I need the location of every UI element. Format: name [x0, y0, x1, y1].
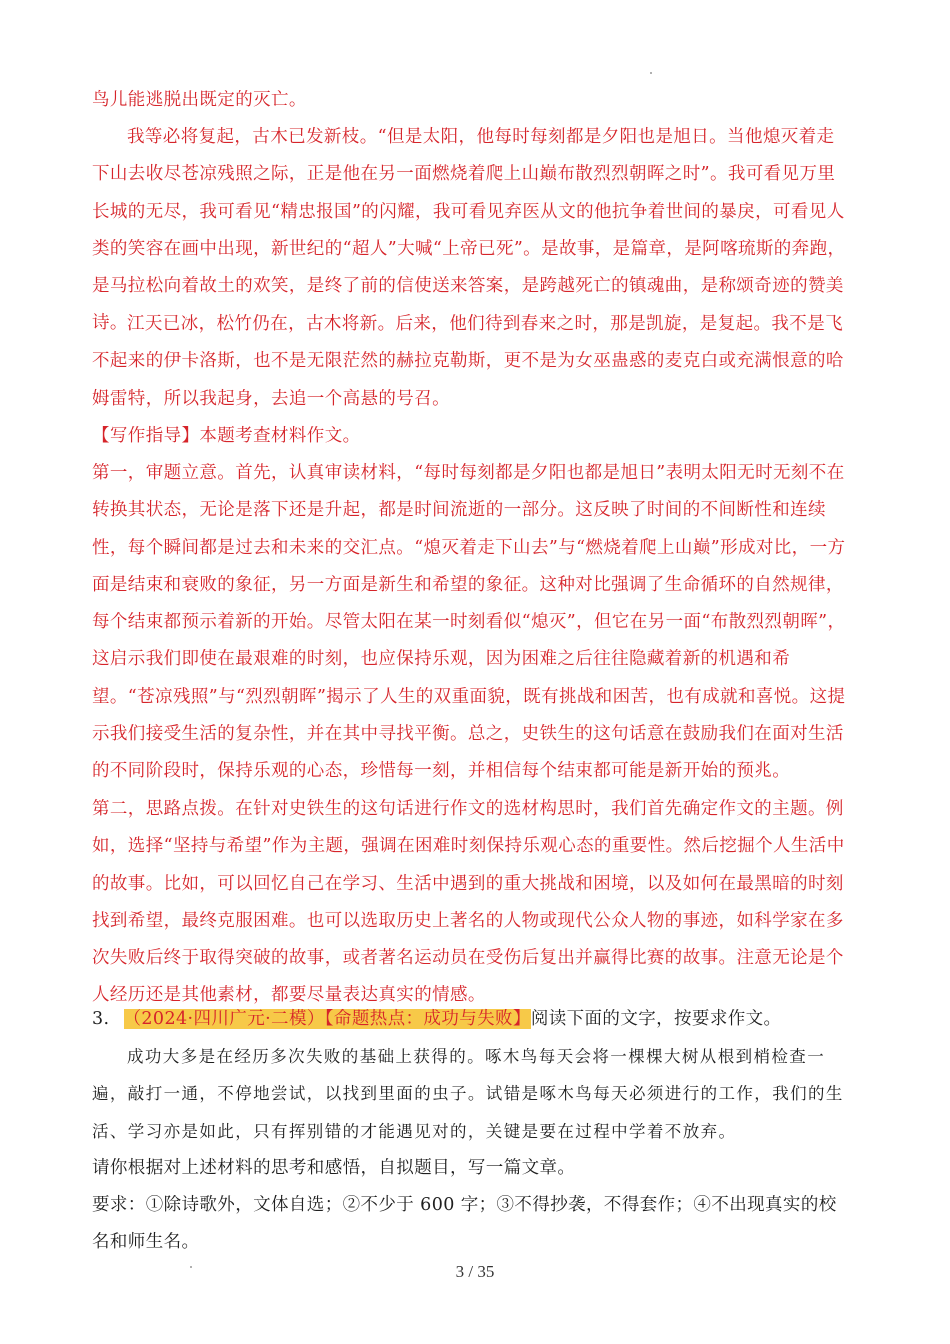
page-number: 3 / 35 — [455, 1262, 495, 1281]
essay-paragraph-end: 鸟儿能逃脱出既定的灭亡。 — [92, 90, 307, 110]
writing-guide-part-1: 第一，审题立意。首先，认真审读材料，“每时每刻都是夕阳也都是旭日”表明太阳无时无刻不在转换其状态，无论是落下还是升起，都是时间流逝的一部分。这反映了时间的不间断性和连续性，每个瞬间都是过去和未来的交汇点。“熄灭着走下山去”与“燃烧着爬上山巅”形成对比，一方面是结束和衰败的象征，另一方面是新生和希望的象征。这种对比强调了生命循环的自然规律，每个结束都预示着新的开始。尽管太阳在某一时刻看似“熄灭”，但它在另一面“布散烈烈朝晖”，这启示我们即使在最艰难的时刻，也应保持乐观，因为困难之后往往隐藏着新的机遇和希望。“苍凉残照”与“烈烈朝晖”揭示了人生的双重面貌，既有挑战和困苦，也有成就和喜悦。这提示我们接受生活的复杂性，并在其中寻找平衡。总之，史铁生的这句话意在鼓励我们在面对生活的不同阶段时，保持乐观的心态，珍惜每一刻，并相信每个结束都可能是新开始的预兆。 — [92, 463, 846, 782]
scan-dot — [650, 72, 652, 74]
question-topic-highlight: 【命题热点：成功与失败】 — [324, 1009, 531, 1029]
question-3-header — [92, 1001, 852, 1038]
essay-paragraph-1: 我等必将复起，古木已发新枝。“但是太阳，他每时每刻都是夕阳也是旭日。当他熄灭着走下山去收尽苍凉残照之际，正是他在另一面燃烧着爬上山巅布散烈烈朝晖之时”。我可看见万里长城的无尽，我可看见“精忠报国”的闪耀，我可看见弃医从文的他抗争着世间的暴戾，可看见人类的笑容在画中出现，新世纪的“超人”大喊“上帝已死”。是故事，是篇章，是阿喀琉斯的奔跑，是马拉松向着故土的欢笑，是终了前的信使送来答案，是跨越死亡的镇魂曲，是称颂奇迹的赞美诗。 — [92, 127, 846, 334]
question-instruction: 阅读下面的文字，按要求作文。 — [530, 1009, 782, 1029]
question-number: 3. — [92, 1009, 110, 1029]
essay-paragraph-2: 江天已冰，松竹仍在，古木将新。后来，他们待到春来之时，那是凯旋，是复起。我不是飞不起来的伊卡洛斯，也不是无限茫然的赫拉克勒斯，更不是为女巫蛊惑的麦克白或充满恨意的哈姆雷特，所以我起身，去追一个高悬的号召。 — [92, 314, 844, 409]
writing-guide-title: 【写作指导】本题考查材料作文。 — [92, 426, 361, 446]
question-requirements: 要求：①除诗歌外，文体自选；②不少于 600 字；③不得抄袭，不得套作；④不出现真实的校名和师生名。 — [92, 1195, 837, 1253]
question-prompt: 请你根据对上述材料的思考和感悟，自拟题目，写一篇文章。 — [92, 1158, 576, 1178]
question-material: 成功大多是在经历多次失败的基础上获得的。啄木鸟每天会将一棵棵大树从根到梢检查一遍，敲打一通，不停地尝试，以找到里面的虫子。试错是啄木鸟每天必须进行的工作，我们的生活、学习亦是如此，只有挥别错的才能遇见对的，关键是要在过程中学着不放弃。 — [92, 1047, 844, 1141]
question-source-highlight: （2024·四川广元·二模） — [123, 1009, 325, 1029]
writing-guide-part-2: 第二，思路点拨。在针对史铁生的这句话进行作文的选材构思时，我们首先确定作文的主题。例如，选择“坚持与希望”作为主题，强调在困难时刻保持乐观心态的重要性。然后挖掘个人生活中的故事。比如，可以回忆自己在学习、生活中遇到的重大挑战和困境，以及如何在最黑暗的时刻找到希望，最终克服困难。也可以选取历史上著名的人物或现代公众人物的事迹，如科学家在多次失败后终于取得突破的故事，或者著名运动员在受伤后复出并赢得比赛的故事。注意无论是个人经历还是其他素材，都要尽量表达真实的情感。 — [92, 799, 845, 1006]
